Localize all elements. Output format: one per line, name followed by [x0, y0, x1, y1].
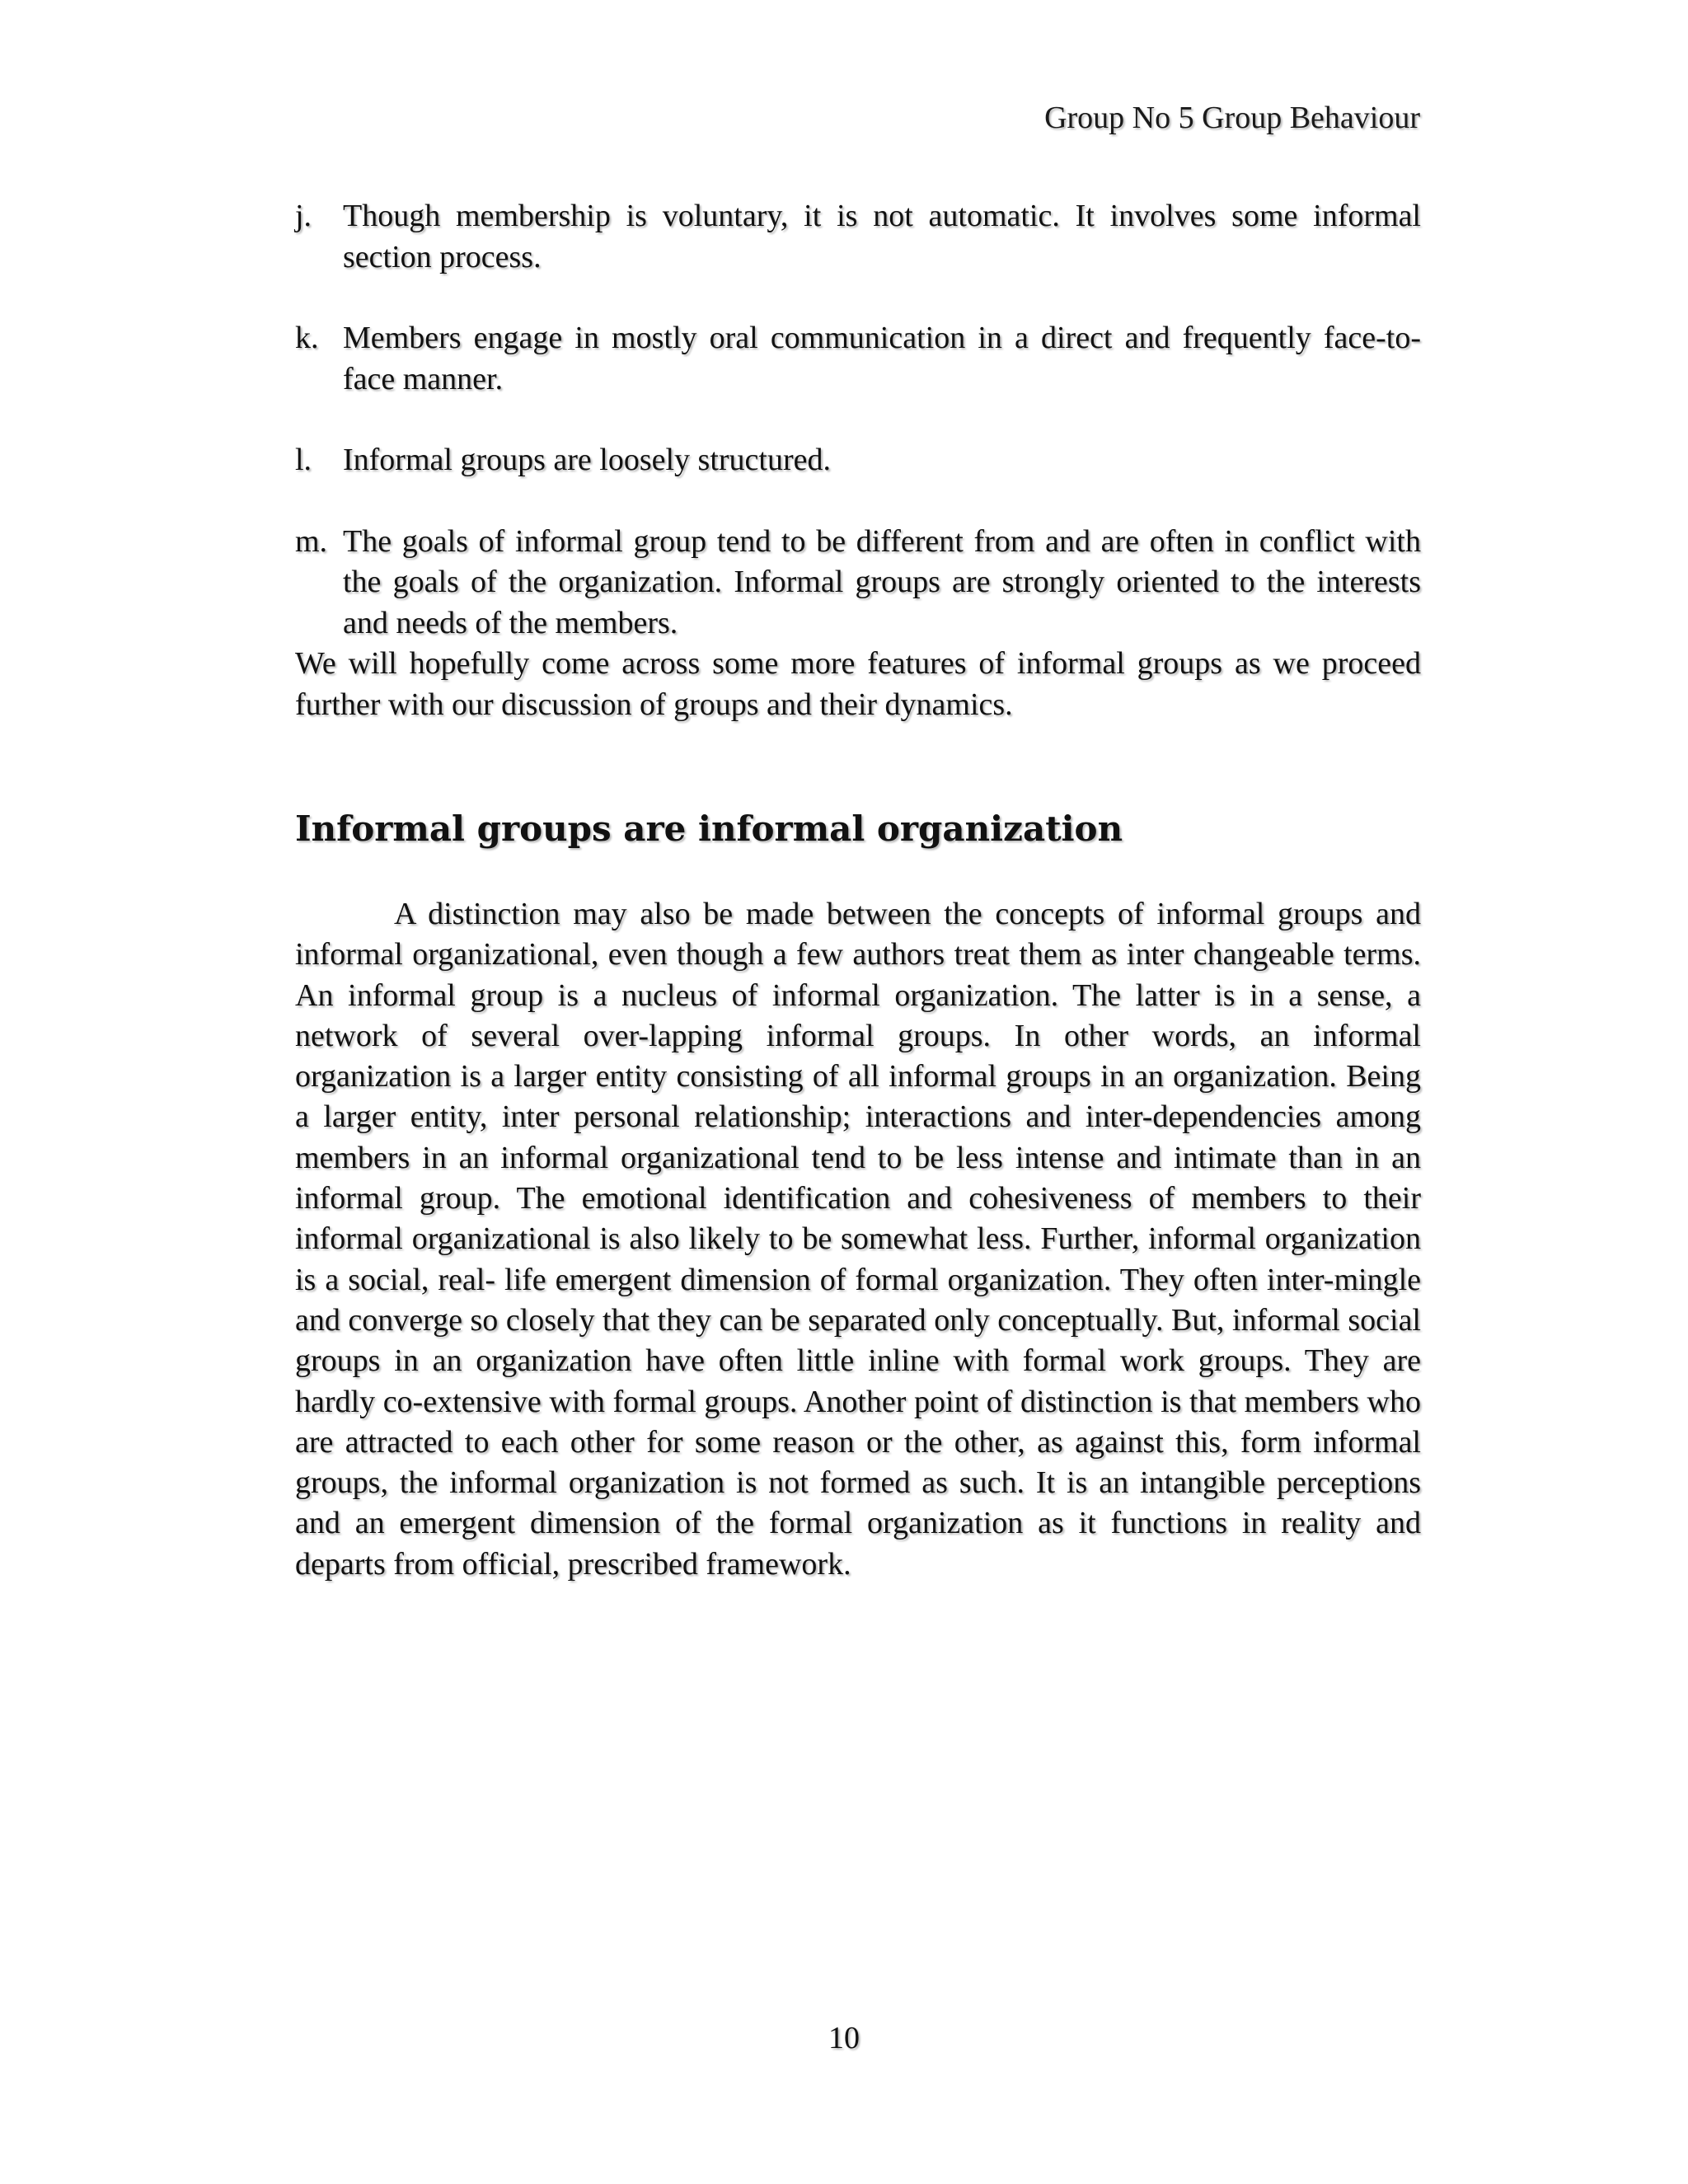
list-item-j: [295, 196, 1421, 278]
list-marker: l.: [295, 443, 312, 477]
section-body: A distinction may also be made between the concepts of informal groups and informal organizational, even though a few authors treat them as inter changeable terms. An informal group is a nucleus of informal organization. The latter is in a sense, a network of several over-lapping informal groups. In other words, an informal organization is a larger entity consisting of all informal groups in an organization. Being a larger entity, inter personal relationship; interactions and inter-dependencies among members in an informal organizational tend to be less intense and intimate than in an informal group. The emotional identification and cohesiveness of members to their informal organizational is also likely to be somewhat less. Further, informal organization is a social, real- life emergent dimension of formal organization. They often inter-mingle and converge so closely that they can be separated only conceptually. But, informal social groups in an organization have often little inline with formal work groups. They are hardly co-extensive with formal groups. Another point of distinction is that members who are attracted to each other for some reason or the other, as against this, form informal groups, the informal organization is not formed as such. It is an intangible perceptions and an emergent dimension of the formal organization as it functions in reality and departs from official, prescribed framework.: [295, 897, 1421, 1582]
section-heading: Informal groups are informal organization: [295, 808, 1123, 849]
list-item-text: The goals of informal group tend to be different from and are often in conflict with the goals of the organization. Informal groups are strongly oriented to the interests and needs of the members.: [343, 523, 1421, 640]
list-item-text: Informal groups are loosely structured.: [343, 443, 831, 477]
list-section: [295, 196, 1421, 725]
running-header: Group No 5 Group Behaviour: [1044, 101, 1420, 135]
list-item-l: [295, 440, 1421, 481]
closing-paragraph: We will hopefully come across some more features of informal groups as we proceed further with our discussion of groups and their dynamics.: [295, 646, 1421, 722]
list-item-text: Though membership is voluntary, it is not automatic. It involves some informal section process.: [343, 199, 1421, 274]
list-marker: m.: [295, 523, 328, 559]
list-marker: j.: [295, 199, 312, 233]
list-item-k: [295, 318, 1421, 400]
list-item-m: [295, 522, 1421, 644]
page-number: 10: [828, 2021, 860, 2055]
list-marker: k.: [295, 321, 319, 355]
list-item-text: Members engage in mostly oral communication in a direct and frequently face-to-face manner.: [343, 321, 1421, 396]
